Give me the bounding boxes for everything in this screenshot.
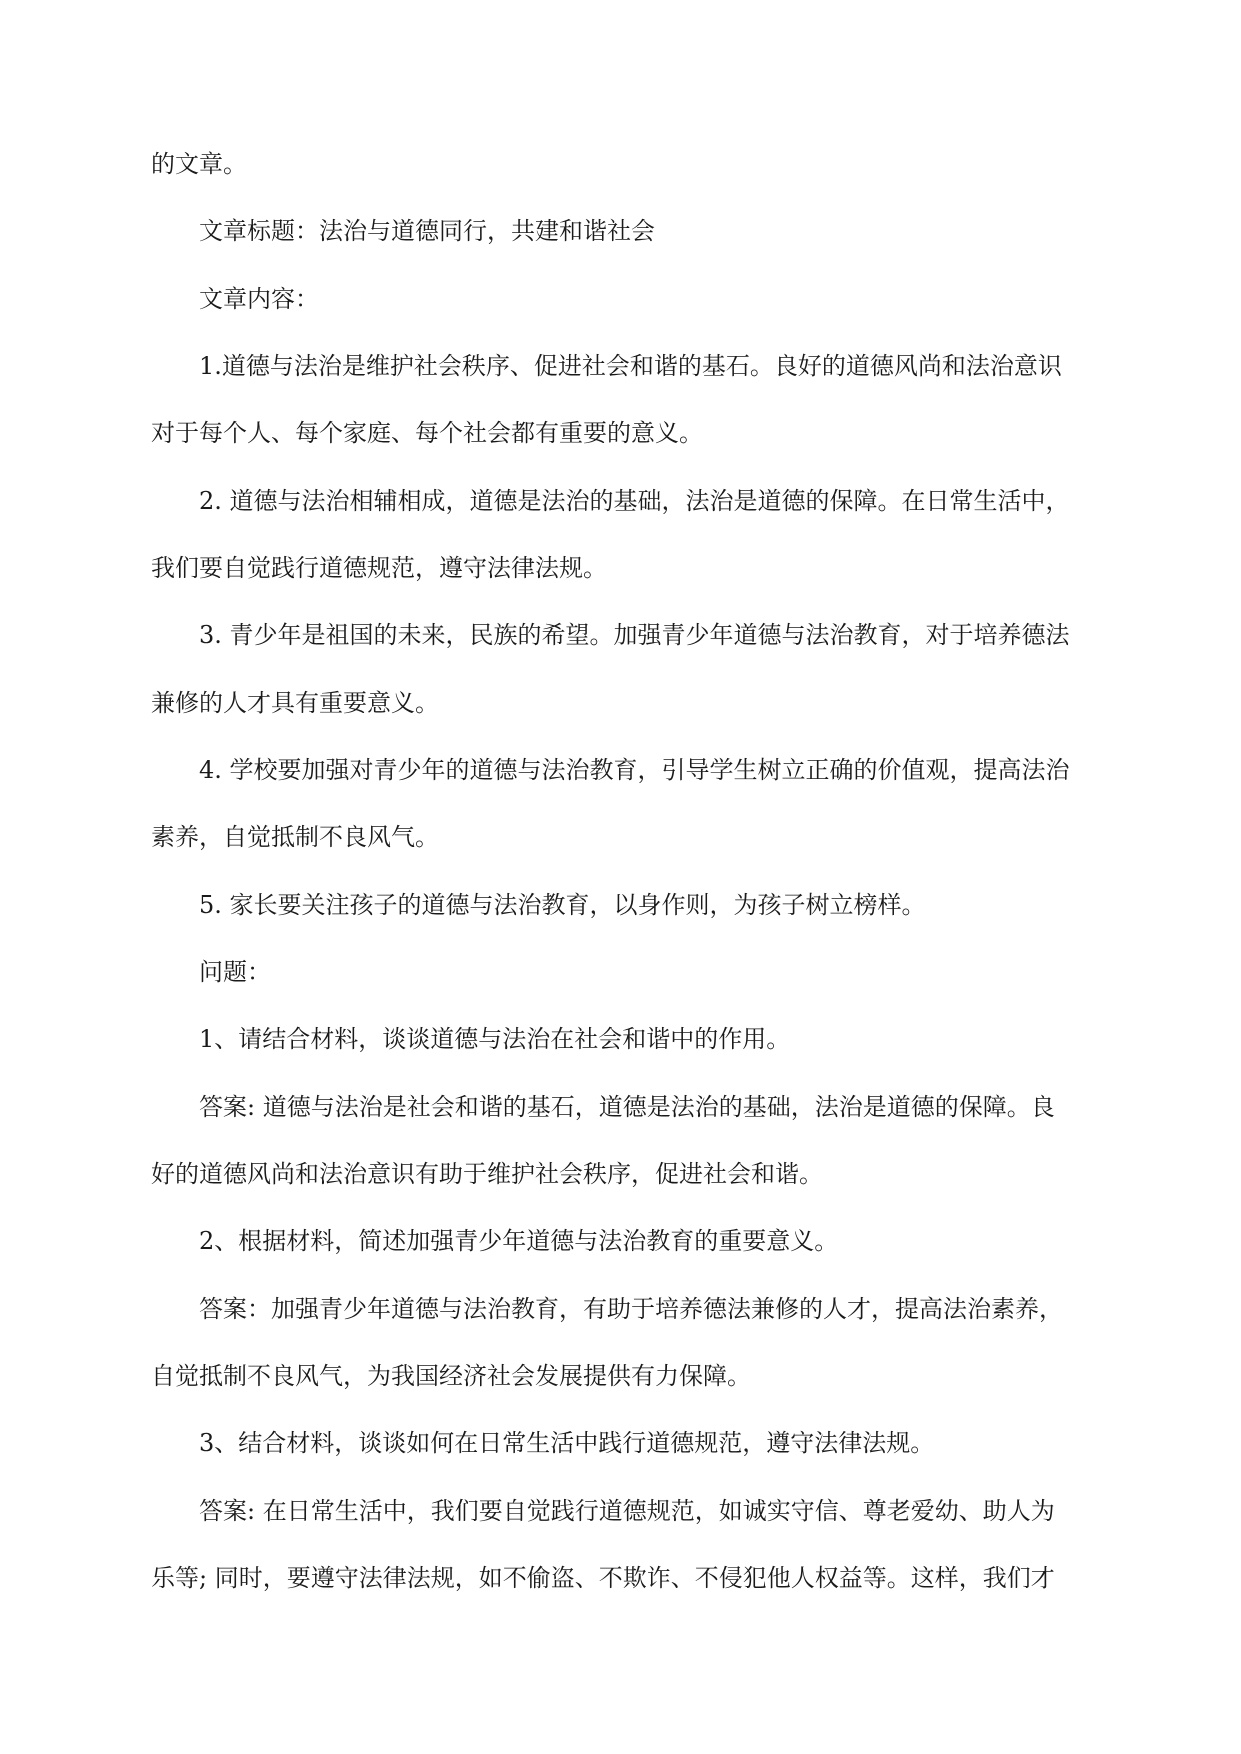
answer-line: 乐等; 同时，要遵守法律法规，如不偷盗、不欺诈、不侵犯他人权益等。这样，我们才 — [151, 1564, 1055, 1592]
answer-line: 好的道德风尚和法治意识有助于维护社会秩序，促进社会和谐。 — [151, 1160, 823, 1188]
article-content-label: 文章内容： — [199, 285, 319, 313]
question-line: 2、根据材料，简述加强青少年道德与法治教育的重要意义。 — [199, 1227, 839, 1255]
paragraph-line: 4. 学校要加强对青少年的道德与法治教育，引导学生树立正确的价值观，提高法治 — [199, 756, 1070, 784]
answer-line: 自觉抵制不良风气，为我国经济社会发展提供有力保障。 — [151, 1362, 751, 1390]
paragraph-line: 3. 青少年是祖国的未来，民族的希望。加强青少年道德与法治教育，对于培养德法 — [199, 621, 1070, 649]
answer-line: 答案：加强青少年道德与法治教育，有助于培养德法兼修的人才，提高法治素养， — [199, 1295, 1063, 1323]
answer-line: 答案: 道德与法治是社会和谐的基石，道德是法治的基础，法治是道德的保障。良 — [199, 1093, 1055, 1121]
paragraph-line: 兼修的人才具有重要意义。 — [151, 689, 439, 717]
paragraph-line: 我们要自觉践行道德规范，遵守法律法规。 — [151, 554, 607, 582]
paragraph-line: 1.道德与法治是维护社会秩序、促进社会和谐的基石。良好的道德风尚和法治意识 — [199, 352, 1062, 380]
paragraph-line: 素养，自觉抵制不良风气。 — [151, 823, 439, 851]
answer-line: 答案: 在日常生活中，我们要自觉践行道德规范，如诚实守信、尊老爱幼、助人为 — [199, 1497, 1055, 1525]
question-line: 1、请结合材料，谈谈道德与法治在社会和谐中的作用。 — [199, 1025, 791, 1053]
paragraph-line: 的文章。 — [151, 150, 247, 178]
paragraph-line: 2. 道德与法治相辅相成，道德是法治的基础，法治是道德的保障。在日常生活中， — [199, 487, 1070, 515]
paragraph-line: 对于每个人、每个家庭、每个社会都有重要的意义。 — [151, 419, 703, 447]
paragraph-line: 5. 家长要关注孩子的道德与法治教育，以身作则，为孩子树立榜样。 — [199, 891, 926, 919]
questions-label: 问题： — [199, 958, 271, 986]
question-line: 3、结合材料，谈谈如何在日常生活中践行道德规范，遵守法律法规。 — [199, 1429, 935, 1457]
article-title-line: 文章标题：法治与道德同行，共建和谐社会 — [199, 217, 655, 245]
